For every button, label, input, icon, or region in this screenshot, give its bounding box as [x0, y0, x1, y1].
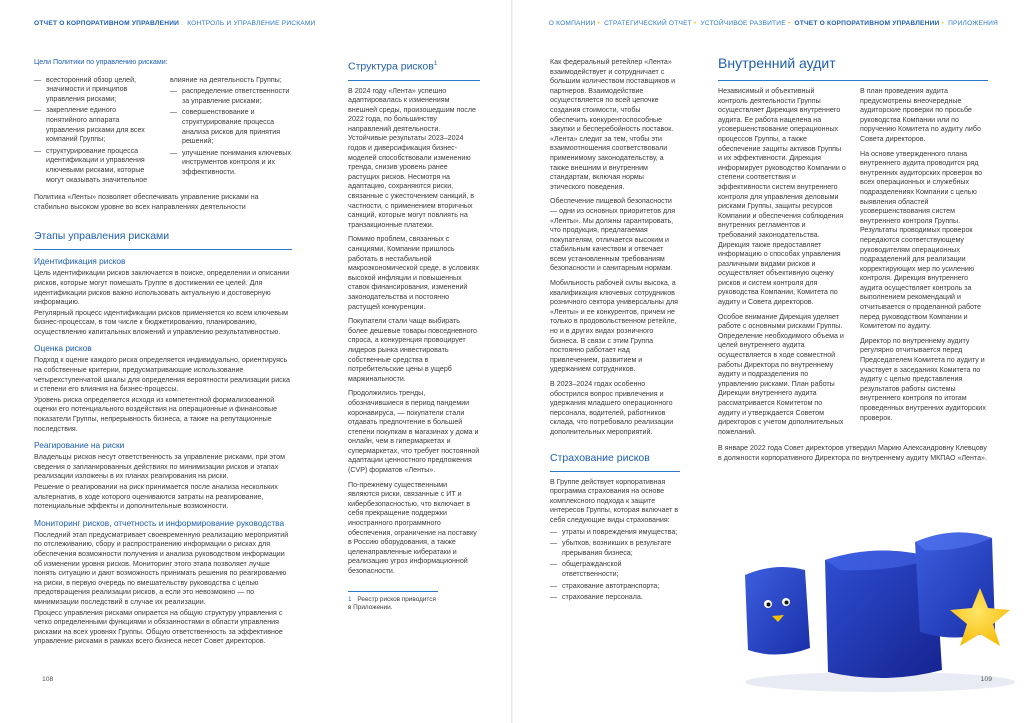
audit-text-6: В январе 2022 года Совет директоров утвердил Марию Александровну Клевцову в должности корпоративного Директора по внутреннему аудиту МКПАО «Лента».: [718, 444, 987, 462]
structure-text-3: Покупатели стали чаще выбирать более дешевые товары повседневного спроса, а конкуренция провоцирует лидеров рынка инвестировать собственные средства в потребительские цены в ущерб маржинальности.: [348, 317, 477, 383]
structure-text-4: Продолжились тренды, обозначившиеся в период пандемии коронавируса, — покупатели стали отдавать предпочтение в большей степени покупкам в магазинах у дома и онлайн, чем в гипермаркетах и супермаркетах, что требует постоянной адаптации ценностного предложения (CVP) форматов «Ленты».: [348, 389, 480, 475]
page-number-right: 109: [980, 676, 992, 683]
section-rule: [34, 249, 292, 250]
insurance-list: [550, 528, 680, 603]
structure-text-2: Помимо проблем, связанных с санкциями, Компании пришлось работать в нестабильной макроэкономической среде, в условиях высокой инфляции и повышенных ставок финансирования, изменений законодательства и постоянно растущей конкуренции.: [348, 235, 479, 311]
list-item: — совершенствование и структурирование процесса анализа рисков для принятия решений;: [170, 108, 292, 146]
goals-list-a: [34, 76, 156, 186]
nav-item-governance-active[interactable]: ОТЧЕТ О КОРПОРАТИВНОМ УПРАВЛЕНИИ: [794, 20, 940, 27]
audit-section: [718, 54, 988, 469]
small-mascot-cube: [745, 567, 810, 655]
response-heading: Реагирование на риски: [34, 440, 125, 451]
footnote-ref[interactable]: 1: [433, 61, 438, 67]
monitoring-text-1: Последний этап предусматривает своевременную реализацию мероприятий по отслеживанию, сбору и распространению информации о рисках для обеспечения возможности получения и анализа руководством информации об изменении уровня рисков. Мониторинг этого этапа позволяет лучше понять ситуацию и дают возможность принимать решения по реагированию на риски, в первую очередь по вмешательству руководства с целью предотвращения реализации рисков, а если это невозможно — по минимизации последствий в случае их реализации.: [34, 530, 289, 606]
identification-text-2: Регулярный процесс идентификации рисков применяется ко всем ключевым бизнес-процессам, в том числе к бюджетированию, планированию, осуществлению капитальных вложений и управлению результативностью.: [34, 308, 288, 336]
list-item: — общегражданской ответственности;: [550, 560, 680, 579]
audit-columns: [718, 87, 988, 442]
mascot-cubes-photo: [730, 520, 1020, 695]
header-separator: .: [181, 20, 184, 27]
footnote: [348, 591, 438, 613]
list-item: — страхование автотранспорта;: [550, 582, 680, 592]
workforce-text: Мобильность рабочей силы высока, а квалификация ключевых сотрудников розничного сектора универсальны для «Ленты» и ее конкурентов, причем не только в продовольственном ретейле, но и в других видах розничного бизнеса. В связи с этим Группа постоянно работает над привлечением, развитием и удержанием сотрудников.: [550, 279, 678, 374]
audit-heading: Внутренний аудит: [718, 55, 836, 71]
list-item: — улучшение понимания ключевых инструментов контроля и их эффективности.: [170, 149, 292, 178]
right-column-1: [550, 58, 680, 605]
assessment-text-2: Уровень риска определяется исходя из компетентной формализованной оценки его потенциального воздействия на операционные и финансовые показатели Группы, непрерывность бизнеса, а также на репутационные последствия.: [34, 395, 278, 433]
header-subsection-title: КОНТРОЛЬ И УПРАВЛЕНИЕ РИСКАМИ: [187, 20, 316, 27]
nav-item-appendices[interactable]: ПРИЛОЖЕНИЯ: [948, 20, 998, 27]
nav-item-about[interactable]: О КОМПАНИИ: [548, 20, 596, 27]
nav-item-strategy[interactable]: СТРАТЕГИЧЕСКИЙ ОТЧЕТ: [604, 20, 692, 27]
list-item: — утраты и повреждения имущества;: [550, 528, 680, 538]
structure-heading: Структура рисков$^1$: [348, 60, 438, 73]
structure-text-5: По-прежнему существенными являются риски, связанные с ИТ и кибербезопасностью, что включает в себя прекращение поддержки иностранного программного обеспечения, ограничение на поставку в Россию оборудования, а также целенаправленные кибератаки и реализацию угроз информационной безопасности.: [348, 480, 477, 575]
left-running-header: [34, 20, 316, 27]
header-section-title: ОТЧЕТ О КОРПОРАТИВНОМ УПРАВЛЕНИИ: [34, 20, 180, 27]
insurance-heading: Страхование рисков: [550, 451, 650, 464]
insurance-text: В Группе действует корпоративная программа страхования на основе комплексного подхода к защите интересов Группы, которая включает в себя следующие виды страхования:: [550, 477, 679, 524]
audit-text-4: На основе утвержденного плана внутреннего аудита проводится ряд внутренних аудиторских проверок во всех операционных и служебных подразделениях Компании с целью выявления областей усовершенствования систем внутреннего контроля Группы. Результаты проводимых проверок передаются соответствующему руководителям операционных подразделений для реализации корректирующих мер по усилению контроля. Дирекция внутреннего аудита осуществляет контроль за выполнением рекомендаций и отчитывается о проделанной работе перед руководством Компании и Комитетом по аудиту.: [860, 149, 983, 331]
section-rule: [550, 471, 680, 472]
identification-heading: Идентификация рисков: [34, 256, 126, 267]
goals-list-b: [170, 87, 292, 177]
structure-text-1: В 2024 году «Лента» успешно адаптировалась к изменениям внешней среды, произошедшим после 2022 года, по большинству направлений деятельности. Устойчивые результаты 2023–2024 годов и диверсификация бизнес-моделей способствовали изменению тренда, снизив уровень ранее растущих рисков. Несмотря на адаптацию, сохраняются риски, связанные с ужесточением санкций, в частности, с применением вторичных санкций, которые могут повлиять на транзакционные платежи.: [348, 86, 476, 229]
list-item: — распределение ответственности за управление рисками;: [170, 87, 292, 106]
food-safety-text: Обеспечение пищевой безопасности — одни из основных приоритетов для «Ленты». Мы должны гарантировать, что продукция, предлагаемая покупателям, отличается высоким и стабильным качеством и отвечает всем установленным требованиям безопасности и санитарным нормам.: [550, 197, 676, 273]
assessment-text-1: Подход к оценке каждого риска определяется индивидуально, ориентируясь на собственные критерии, предусматривающие использование четырехступенчатой шкалы для определения вероятности реализации риска и степени его влияния на бизнес-процессы.: [34, 356, 290, 394]
page-number-left: 108: [42, 676, 54, 683]
section-rule: [718, 80, 988, 81]
list-item: — закрепление единого понятийного аппарата управления рисками для всех компаний Группы;: [34, 106, 156, 144]
book-spine: [511, 0, 513, 723]
goals-title: Цели Политики по управлению рисками:: [34, 58, 168, 66]
audit-text-3: В план проведения аудита предусмотрены внеочередные аудиторские проверки по просьбе руководства Компании или по поручению Комитета по аудиту либо Совета директоров.: [860, 87, 981, 143]
left-column-b: [348, 58, 480, 612]
assessment-heading: Оценка рисков: [34, 343, 92, 354]
identification-text-1: Цель идентификации рисков заключается в поиске, определении и описании рисков, которые могут помешать Группе в достижении ее целей. Для идентификации рисков важно использовать актуальную и достоверную информацию.: [34, 269, 290, 307]
footnote-text: Реестр рисков приводится в Приложении.: [348, 595, 436, 611]
list-item: — страхование персонала.: [550, 593, 680, 603]
response-text-2: Решение о реагировании на риск принимается после анализа нескольких альтернатив, в ходе которого оцениваются затраты на реагирование, потенциальные эффекты и дополнительные возможности.: [34, 483, 278, 511]
list-item: — убытков, возникших в результате прерывания бизнеса;: [550, 539, 680, 558]
section-rule: [348, 80, 480, 81]
footnote-number: 1: [348, 595, 352, 603]
goals-continuation: влияние на деятельность Группы;: [170, 75, 282, 84]
nav-item-sustainability[interactable]: УСТОЙЧИВОЕ РАЗВИТИЕ: [700, 20, 786, 27]
response-text-1: Владельцы рисков несут ответственность за управление рисками, при этом сведения о запланированных действиях по минимизации рисков и этапах реализации изложены в их планах реагирования на риски.: [34, 453, 285, 481]
stages-heading: Этапы управления рисками: [34, 230, 170, 243]
audit-text-1: Независимый и объективный контроль деятельности Группы осуществляет Дирекция внутреннего аудита. Ее работа нацелена на усовершенствование операционных процессов Группы, а также обеспечение защиты активов Группы и их эффективности. Дирекция информирует руководство Компании о степени соответствия и эффективности систем внутреннего контроля для управления деловыми рисками Группы, защиты ресурсов Компании и обеспечения соблюдения внутренних регламентов и требований законодательства. Дирекция также предоставляет информацию о способах управления различными видами рисков и осуществляет объективную оценку рисков и систем контроля для руководства Компании, Комитета по аудиту и Совета директоров.: [718, 87, 846, 307]
monitoring-heading: Мониторинг рисков, отчетность и информирование руководства: [34, 517, 285, 528]
monitoring-text-2: Процесс управления рисками опирается на общую структуру управления с четко определенными функциями и обязанностями в области управления рисками на всех уровнях Группы. Общую ответственность за эффективное управление рисками в рамках всего бизнеса несет Совет директоров.: [34, 608, 283, 646]
audit-text-5: Директор по внутреннему аудиту регулярно отчитывается перед Председателем Комитета по аудиту и участвует в заседаниях Комитета по аудиту с целью представления результатов работы системы внутреннего контроля по итогам проведенных внутренних аудиторских проверок.: [860, 336, 986, 422]
right-running-header: О КОМПАНИИ • СТРАТЕГИЧЕСКИЙ ОТЧЕТ • УСТОЙЧИВОЕ РАЗВИТИЕ • ОТЧЕТ О КОРПОРАТИВНОМ УПРАВЛЕНИИ • ПРИЛОЖЕНИЯ: [548, 20, 998, 27]
staff-retention-text: В 2023–2024 годах особенно обострился вопрос привлечения и удержания младшего операционного персонала, водителей, работников склада, что потребовало реализации дополнительных мероприятий.: [550, 380, 674, 436]
mascot-cubes-illustration: [730, 520, 1020, 695]
audit-text-2: Особое внимание Дирекция уделяет работе с основными рисками Группы. Определение необходимого объема и целей внутреннего аудита осуществляется в ходе совместной работы Директора по внутреннему аудиту и подразделения по управлению рисками. План работы Дирекции внутреннего аудита рассматривается Комитетом по аудиту и утверждается Советом директоров с учетом дополнительных пожеланий.: [718, 312, 844, 436]
list-item: — структурирование процесса идентификации и управления ключевыми рисками, которые могут оказывать значительное: [34, 147, 156, 185]
left-column-a: [34, 58, 292, 652]
suppliers-text: Как федеральный ретейлер «Лента» взаимодействует и сотрудничает с большим количеством поставщиков и партнеров. Взаимодействие осуществляется по всей цепочке создания стоимости, чтобы обеспечить конкурентоспособные закупки и бесперебойность поставок. «Лента» следит за тем, чтобы эти взаимоотношения соответствовали применимому законодательству, а также внешним и внутренним стандартам, включая нормы этического поведения.: [550, 58, 676, 191]
list-item: — всесторонний обзор целей, значимости и принципов управления рисками;: [34, 76, 156, 105]
policy-text: Политика «Ленты» позволяет обеспечивать управление рисками на стабильно высоком уровне во всех направлениях деятельности: [34, 193, 259, 211]
goals-lists: [34, 76, 292, 188]
